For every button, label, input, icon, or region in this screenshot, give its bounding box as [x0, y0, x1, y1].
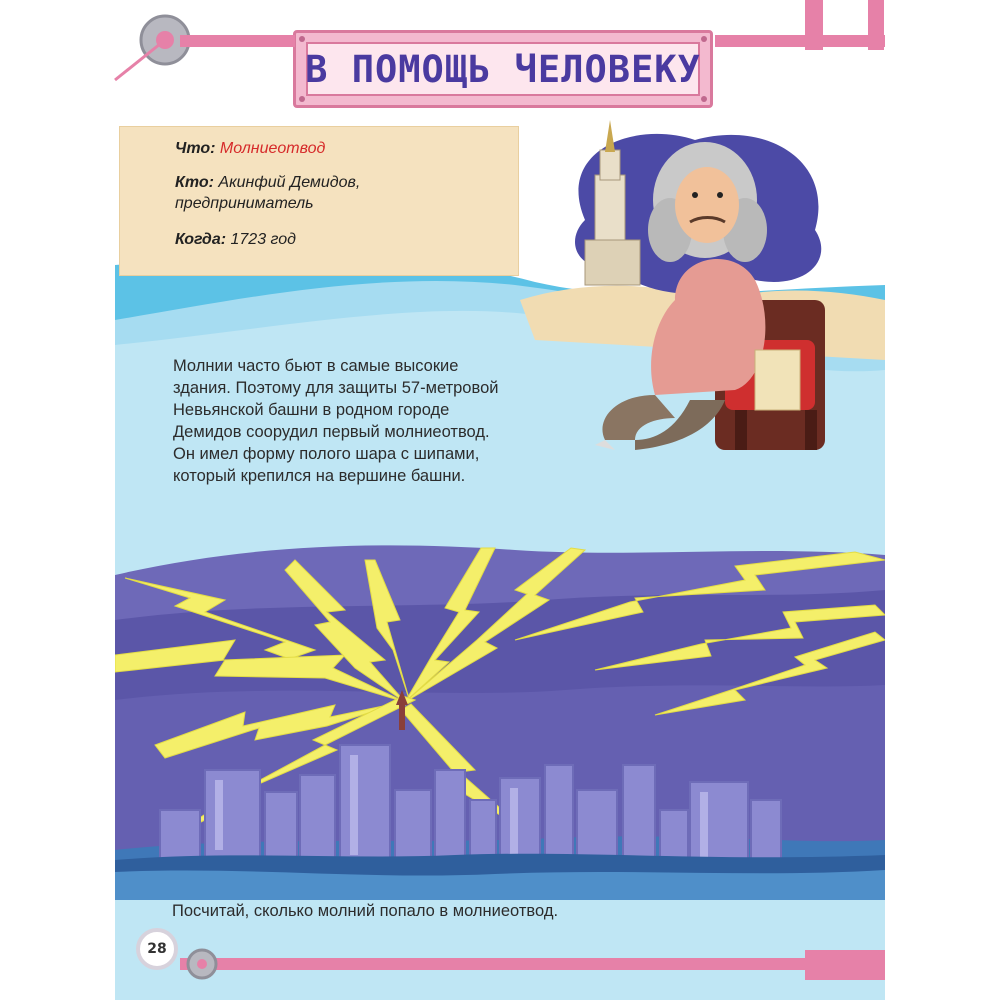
info-what-value: Молниеотвод	[219, 140, 326, 157]
info-what-label: Что:	[175, 140, 216, 157]
info-who-label: Кто:	[175, 174, 214, 191]
body-line: Демидов соорудил первый молниеотвод.	[173, 423, 490, 441]
body-line: который крепился на вершине башни.	[173, 467, 466, 485]
body-line: Молнии часто бьют в самые высокие	[173, 357, 459, 375]
body-line: здания. Поэтому для защиты 57-метровой	[173, 379, 499, 397]
info-who-value-line1: Акинфий Демидов,	[218, 174, 361, 191]
body-line: Невьянской башни в родном городе	[173, 401, 450, 419]
page-number: 28	[136, 928, 178, 970]
info-when-value: 1723 год	[230, 231, 296, 248]
page-title: В ПОМОЩЬ ЧЕЛОВЕКУ	[305, 47, 701, 91]
gear-icon	[188, 950, 216, 978]
body-line: Он имел форму полого шара с шипами,	[173, 445, 480, 463]
info-when-label: Когда:	[175, 231, 227, 248]
question-text: Посчитай, сколько молний попало в молниеотвод.	[172, 902, 559, 920]
info-who-value-line2: предприниматель	[175, 195, 314, 212]
